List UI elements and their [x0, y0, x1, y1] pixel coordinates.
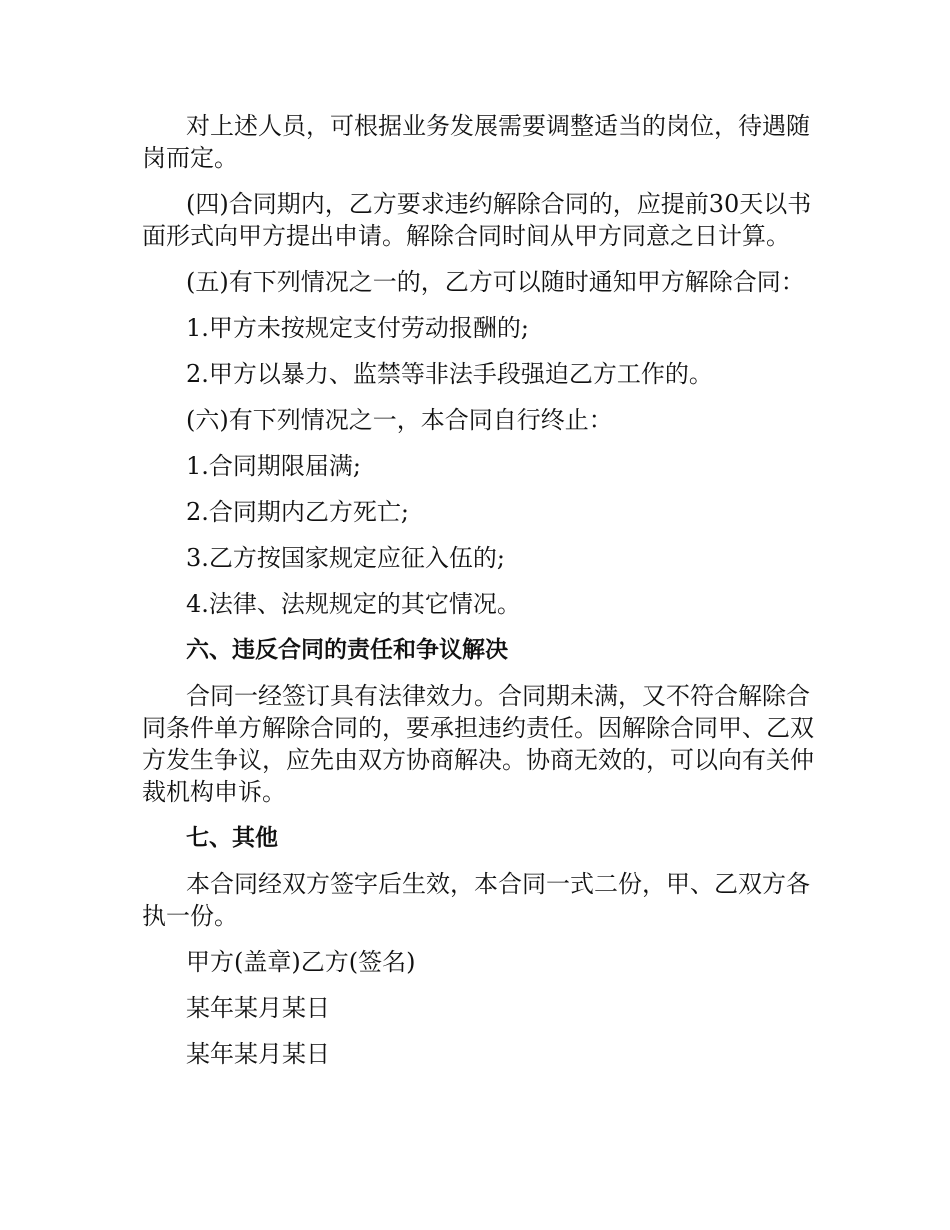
list-item-clause-5-2: 2.甲方以暴力、监禁等非法手段强迫乙方工作的。 [186, 360, 713, 388]
list-item-clause-5-1: 1.甲方未按规定支付劳动报酬的; [186, 314, 529, 342]
list-item-clause-6-2: 2.合同期内乙方死亡; [186, 498, 409, 526]
list-item-clause-6-4: 4.法律、法规规定的其它情况。 [186, 590, 521, 618]
paragraph-liability: 合同一经签订具有法律效力。合同期未满，又不符合解除合同条件单方解除合同的，要承担违约责任。因解除合同甲、乙双方发生争议，应先由双方协商解决。协商无效的，可以向有关仲裁机构申诉。 [142, 682, 814, 806]
paragraph-clause-4: (四)合同期内，乙方要求违约解除合同的，应提前30天以书面形式向甲方提出申请。解除合同时间从甲方同意之日计算。 [142, 190, 812, 250]
date-line-party-a: 某年某月某日 [186, 994, 330, 1022]
section-heading-liability: 六、违反合同的责任和争议解决 [186, 637, 508, 663]
list-item-clause-6-1: 1.合同期限届满; [186, 452, 361, 480]
document-body [142, 110, 814, 1084]
paragraph-position-adjustment: 对上述人员，可根据业务发展需要调整适当的岗位，待遇随岗而定。 [142, 112, 810, 172]
list-item-clause-6-3: 3.乙方按国家规定应征入伍的; [186, 544, 505, 572]
date-line-party-b: 某年某月某日 [186, 1040, 330, 1068]
paragraph-effectiveness: 本合同经双方签字后生效，本合同一式二份，甲、乙双方各执一份。 [142, 870, 810, 930]
signature-line: 甲方(盖章)乙方(签名) [186, 948, 416, 976]
paragraph-clause-5: (五)有下列情况之一的，乙方可以随时通知甲方解除合同： [186, 268, 805, 296]
section-heading-other: 七、其他 [186, 825, 278, 851]
paragraph-clause-6: (六)有下列情况之一，本合同自行终止： [186, 406, 613, 434]
